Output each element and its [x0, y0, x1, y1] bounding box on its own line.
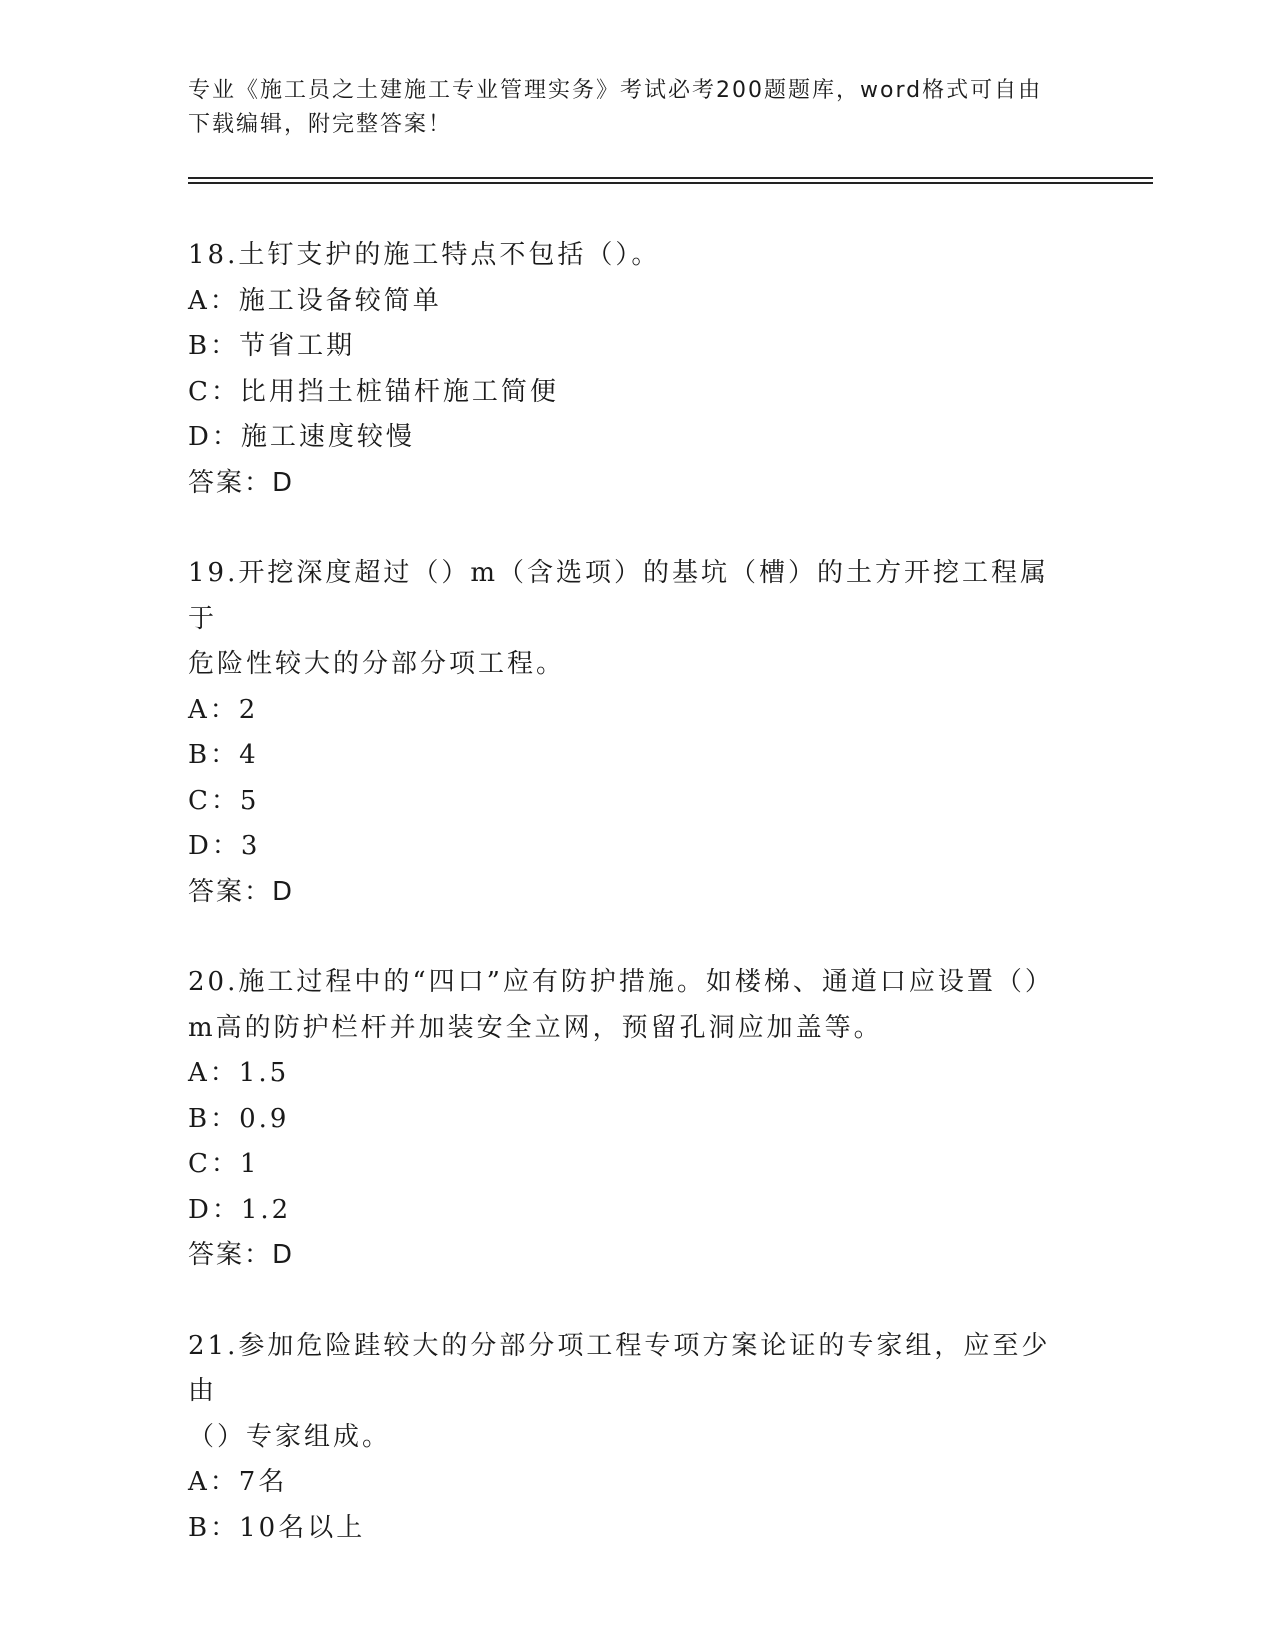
- question-stem-line-1: 20.施工过程中的“四口”应有防护措施。如楼梯、通道口应设置（）: [188, 967, 1054, 997]
- option-d: D：施工速度较慢: [188, 422, 415, 452]
- question-stem-line-2: m高的防护栏杆并加装安全立网，预留孔洞应加盖等。: [188, 1012, 883, 1043]
- answer-label: 答案：D: [188, 1240, 295, 1270]
- option-b: B：10名以上: [188, 1512, 366, 1543]
- question-21: [188, 1324, 1108, 1552]
- option-d: D：1.2: [188, 1194, 292, 1225]
- document-header: [188, 74, 1088, 142]
- question-stem-line-1: 19.开挖深度超过（）m（含选项）的基坑（槽）的土方开挖工程属于: [188, 558, 1050, 634]
- header-divider-top: [188, 177, 1153, 179]
- option-b: B：节省工期: [188, 331, 356, 361]
- answer-label: 答案：D: [188, 876, 295, 907]
- question-stem-line-2: 危险性较大的分部分项工程。: [188, 649, 566, 679]
- question-stem-line-2: （）专家组成。: [188, 1421, 392, 1452]
- question-18: [188, 233, 1108, 506]
- option-a: A：2: [188, 694, 259, 725]
- header-title-line-2: 下载编辑，附完整答案！: [188, 112, 453, 137]
- question-list: [188, 233, 1108, 1596]
- option-a: A：1.5: [188, 1058, 290, 1088]
- question-20: [188, 960, 1108, 1279]
- option-c: C：比用挡土桩锚杆施工简便: [188, 376, 559, 407]
- option-a: A：7名: [188, 1467, 288, 1497]
- option-a: A：施工设备较简单: [188, 285, 442, 316]
- option-c: C：1: [188, 1149, 260, 1179]
- option-b: B：4: [188, 740, 259, 770]
- question-stem-line-1: 21.参加危险跬较大的分部分项工程专项方案论证的专家组，应至少由: [188, 1330, 1051, 1406]
- question-stem: 18.土钉支护的施工特点不包括（）。: [188, 240, 661, 270]
- question-19: [188, 551, 1108, 915]
- header-title-line-1: 专业《施工员之土建施工专业管理实务》考试必考200题题库，word格式可自由: [188, 78, 1043, 103]
- option-d: D：3: [188, 831, 261, 861]
- option-c: C：5: [188, 785, 260, 816]
- header-divider-bottom: [188, 182, 1153, 184]
- answer-label: 答案：D: [188, 467, 295, 498]
- option-b: B：0.9: [188, 1103, 290, 1134]
